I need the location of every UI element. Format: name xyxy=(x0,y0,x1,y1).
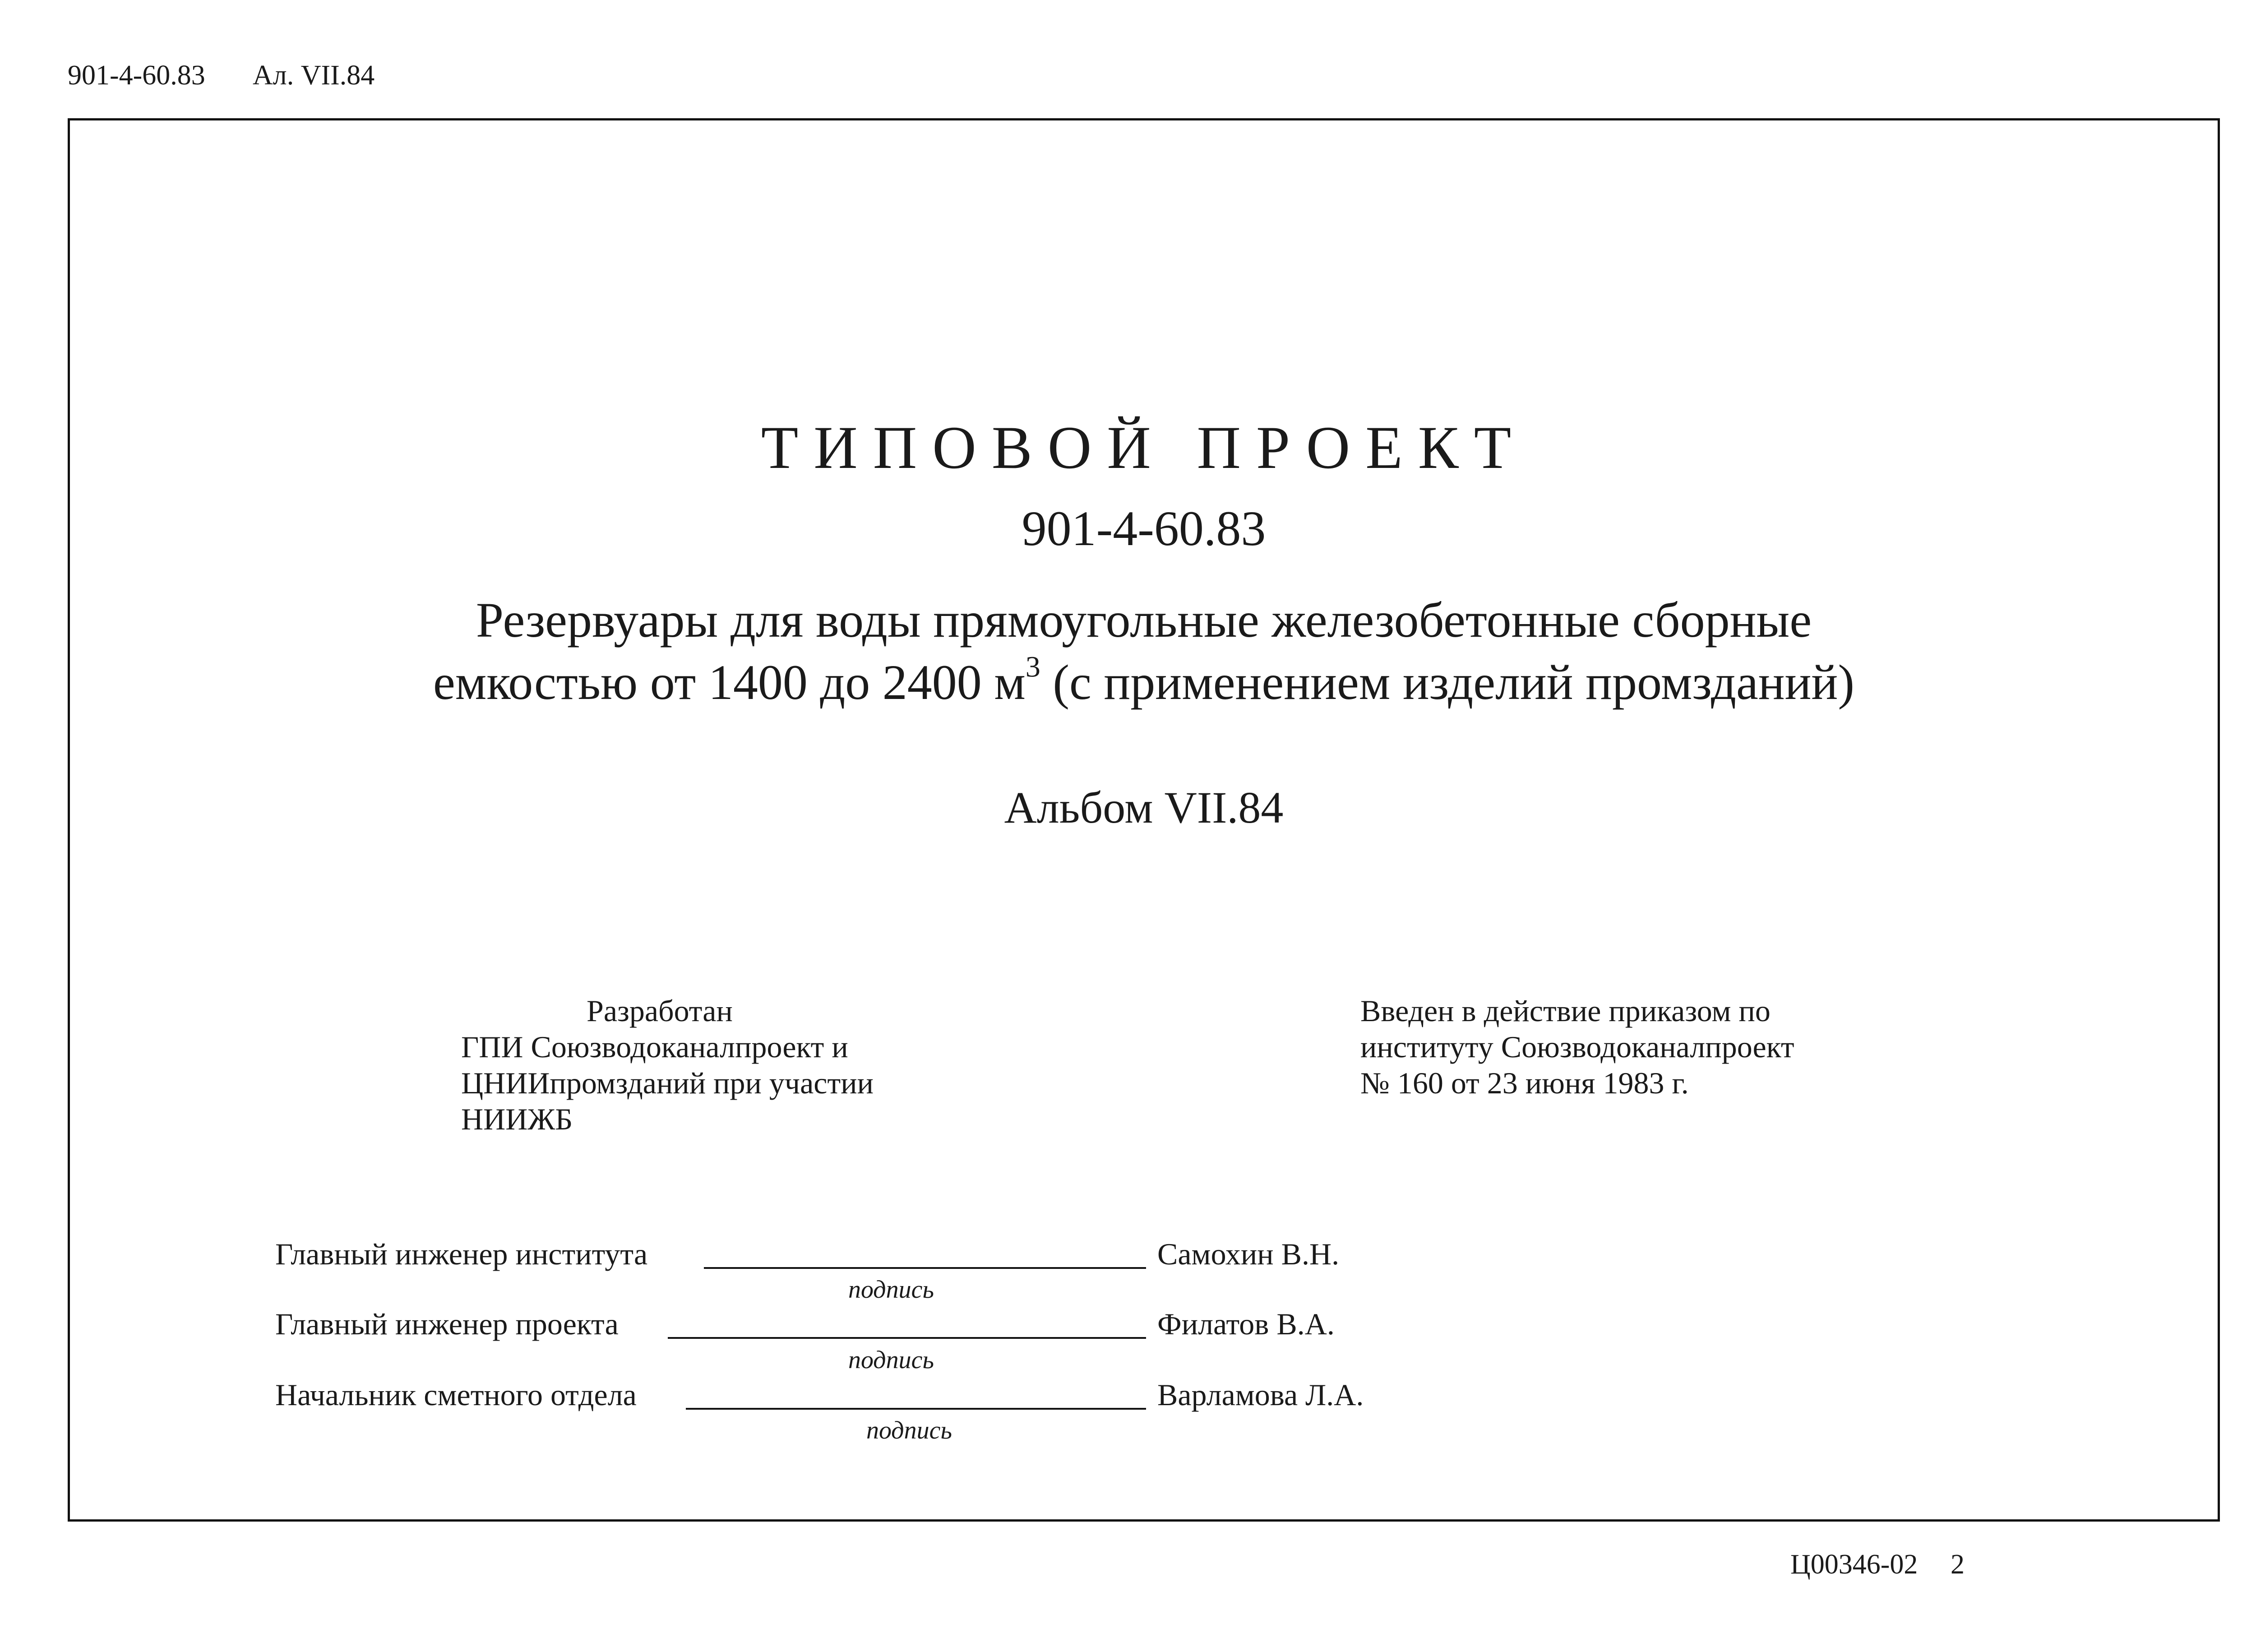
developed-line: ЦНИИпромзданий при участии xyxy=(461,1066,874,1100)
signature-line xyxy=(668,1337,1146,1339)
signature-role: Начальник сметного отдела xyxy=(275,1378,637,1412)
album-title: Альбом VII.84 xyxy=(1004,782,1284,833)
enacted-line: № 160 от 23 июня 1983 г. xyxy=(1360,1066,1689,1100)
signature-line xyxy=(686,1408,1146,1410)
signature-caption: подпись xyxy=(848,1276,934,1304)
subtitle-line-2-tail: (с применением изделий промзданий) xyxy=(1040,655,1855,710)
signature-name: Филатов В.А. xyxy=(1157,1307,1335,1341)
subtitle-line-2 xyxy=(68,650,2220,710)
signature-role: Главный инженер института xyxy=(275,1237,648,1271)
developed-line: ГПИ Союзводоканалпроект и xyxy=(461,1030,848,1064)
enacted-line: институту Союзводоканалпроект xyxy=(1360,1030,1794,1064)
signature-line xyxy=(704,1267,1146,1269)
footer-code: Ц00346-02 xyxy=(1790,1549,1918,1580)
header-project-code: 901-4-60.83 xyxy=(68,60,205,91)
signature-name: Варламова Л.А. xyxy=(1157,1378,1364,1412)
subtitle-line-2-main: емкостью от 1400 до 2400 м xyxy=(433,655,1026,710)
unit-superscript: 3 xyxy=(1025,650,1040,684)
subtitle-line-1: Резервуары для воды прямоугольные железобетонные сборные xyxy=(476,592,1812,648)
signature-caption: подпись xyxy=(848,1346,934,1374)
signature-role: Главный инженер проекта xyxy=(275,1307,619,1341)
project-number: 901-4-60.83 xyxy=(1022,501,1266,556)
page-title: ТИПОВОЙ ПРОЕКТ xyxy=(761,414,1527,481)
page-number: 2 xyxy=(1951,1549,1965,1580)
developed-line: НИИЖБ xyxy=(461,1102,573,1136)
signature-caption: подпись xyxy=(866,1416,952,1444)
signature-name: Самохин В.Н. xyxy=(1157,1237,1340,1271)
enacted-line: Введен в действие приказом по xyxy=(1360,994,1771,1028)
developed-label: Разработан xyxy=(587,994,733,1028)
header-album-ref: Ал. VII.84 xyxy=(253,60,375,91)
